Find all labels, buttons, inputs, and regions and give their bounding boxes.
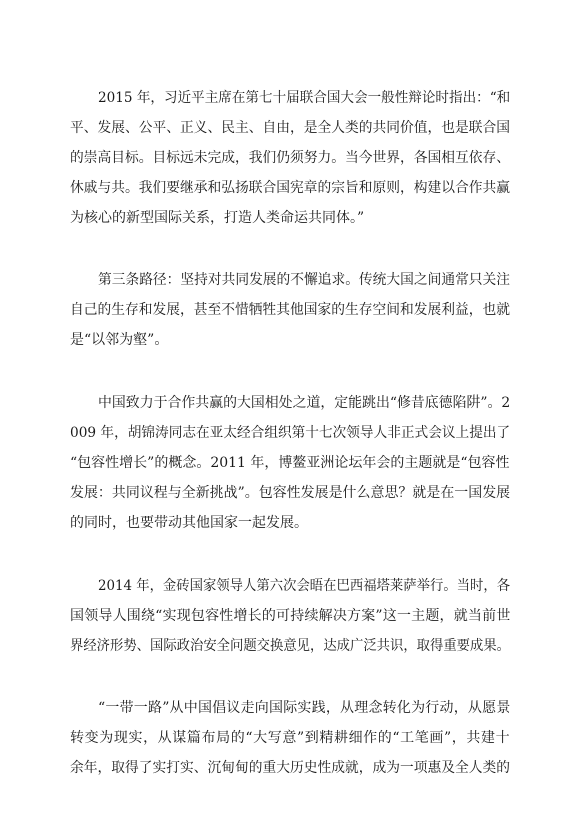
paragraph-line: 余年，取得了实打实、沉甸甸的重大历史性成就，成为一项惠及全人类的 xyxy=(70,760,510,776)
paragraph-line: 国领导人围绕“实现包容性增长的可持续解决方案”这一主题，就当前世 xyxy=(70,608,511,624)
paragraph-line: 的崇高目标。目标远未完成，我们仍须努力。当今世界，各国相互依存、 xyxy=(70,150,510,166)
paragraph-line: 的同时，也要带动其他国家一起发展。 xyxy=(70,515,308,531)
paragraph-line: 转变为现实，从谋篇布局的“大写意”到精耕细作的“工笔画”，共建十 xyxy=(70,730,511,746)
paragraph-line: 是“以邻为壑”。 xyxy=(70,332,169,348)
paragraph-line: 009 年，胡锦涛同志在亚太经合组织第十七次领导人非正式会议上提出了 xyxy=(70,425,511,441)
paragraph-line: 2014 年，金砖国家领导人第六次会晤在巴西福塔莱萨举行。当时，各 xyxy=(98,578,511,594)
paragraph-line: 平、发展、公平、正义、民主、自由，是全人类的共同价值，也是联合国 xyxy=(70,120,510,136)
paragraph-line: 2015 年，习近平主席在第七十届联合国大会一般性辩论时指出：“和 xyxy=(98,90,511,106)
paragraph-line: 自己的生存和发展，甚至不惜牺牲其他国家的生存空间和发展利益，也就 xyxy=(70,302,510,318)
paragraph-line: 发展：共同议程与全新挑战”。包容性发展是什么意思？就是在一国发展 xyxy=(70,485,511,501)
paragraph-line: 休戚与共。我们要继承和弘扬联合国宪章的宗旨和原则，构建以合作共赢 xyxy=(70,180,510,196)
paragraph-line: 为核心的新型国际关系，打造人类命运共同体。” xyxy=(70,210,365,226)
paragraph-line: “包容性增长”的概念。2011 年，博鳌亚洲论坛年会的主题就是“包容性 xyxy=(70,455,510,471)
paragraph-line: “一带一路”从中国倡议走向国际实践，从理念转化为行动，从愿景 xyxy=(98,700,511,716)
paragraph-line: 中国致力于合作共赢的大国相处之道，定能跳出“修昔底德陷阱”。2 xyxy=(98,395,511,411)
paragraph-line: 界经济形势、国际政治安全问题交换意见，达成广泛共识，取得重要成果。 xyxy=(70,638,510,654)
paragraph-line: 第三条路径：坚持对共同发展的不懈追求。传统大国之间通常只关注 xyxy=(98,272,510,288)
